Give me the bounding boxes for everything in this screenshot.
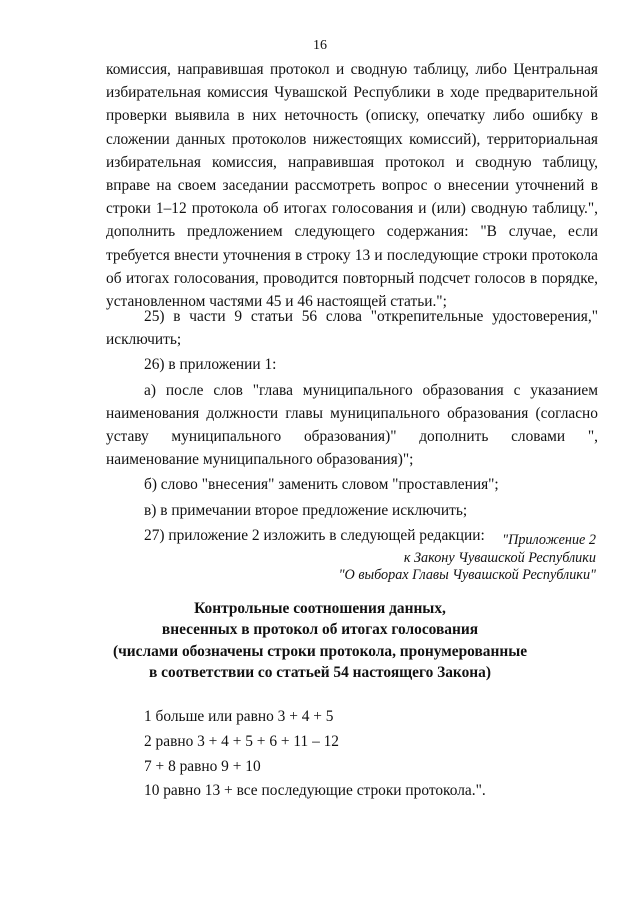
intro-paragraph-block	[106, 58, 598, 313]
appendix-ref-line: "Приложение 2	[502, 532, 596, 548]
appendix-ref-line: "О выборах Главы Чувашской Республики"	[338, 567, 596, 584]
ratio-line: 10 равно 13 + все последующие строки протокола.".	[144, 782, 486, 800]
ratio-line: 7 + 8 равно 9 + 10	[144, 757, 261, 775]
section-title	[90, 598, 550, 684]
title-line: (числами обозначены строки протокола, пронумерованные	[112, 642, 528, 660]
title-line: в соответствии со статьей 54 настоящего Закона)	[149, 664, 491, 682]
title-line: Контрольные соотношения данных,	[194, 600, 446, 617]
item-26-v: в) в примечании второе предложение исключить;	[144, 501, 468, 519]
item-27: 27) приложение 2 изложить в следующей редакции:	[144, 526, 485, 544]
page-number: 16	[313, 38, 327, 53]
item-26-a: а) после слов "глава муниципального образования с указанием наименования должности главы муниципального образования (согласно уставу муниципального образования)" дополнить словами ", наименование муниципального образования)";	[106, 381, 598, 469]
title-line: внесенных в протокол об итогах голосования	[161, 621, 479, 639]
amendment-items	[106, 305, 598, 547]
item-26: 26) в приложении 1:	[144, 356, 277, 374]
item-25: 25) в части 9 статьи 56 слова "открепительные удостоверения," исключить;	[106, 308, 598, 349]
control-ratios-list	[144, 705, 486, 804]
appendix-ref-line: к Закону Чувашской Республики	[403, 549, 596, 566]
ratio-line: 1 больше или равно 3 + 4 + 5	[144, 708, 334, 725]
ratio-line: 2 равно 3 + 4 + 5 + 6 + 11 – 12	[144, 732, 339, 750]
item-26-b: б) слово "внесения" заменить словом "проставления";	[144, 476, 499, 494]
appendix-reference	[339, 532, 596, 585]
intro-paragraph: комиссия, направившая протокол и сводную таблицу, либо Центральная избирательная комиссия Чувашской Республики в ходе предварительной проверки выявила в них неточность (описку, опечатку либо ошибку в сложении данных протоколов нижестоящих комиссий), территориальная избирательная комиссия, направившая протокол и сводную таблицу, вправе на своем заседании рассмотреть вопрос о внесении уточнений в строки 1–12 протокола об итогах голосования и (или) сводную таблицу.", дополнить предложением следующего содержания: "В случае, если требуется внести уточнения в строку 13 и последующие строки протокола об итогах голосования, проводится повторный подсчет голосов в порядке, установленном частями 45 и 46 настоящей статьи.";	[106, 61, 598, 311]
